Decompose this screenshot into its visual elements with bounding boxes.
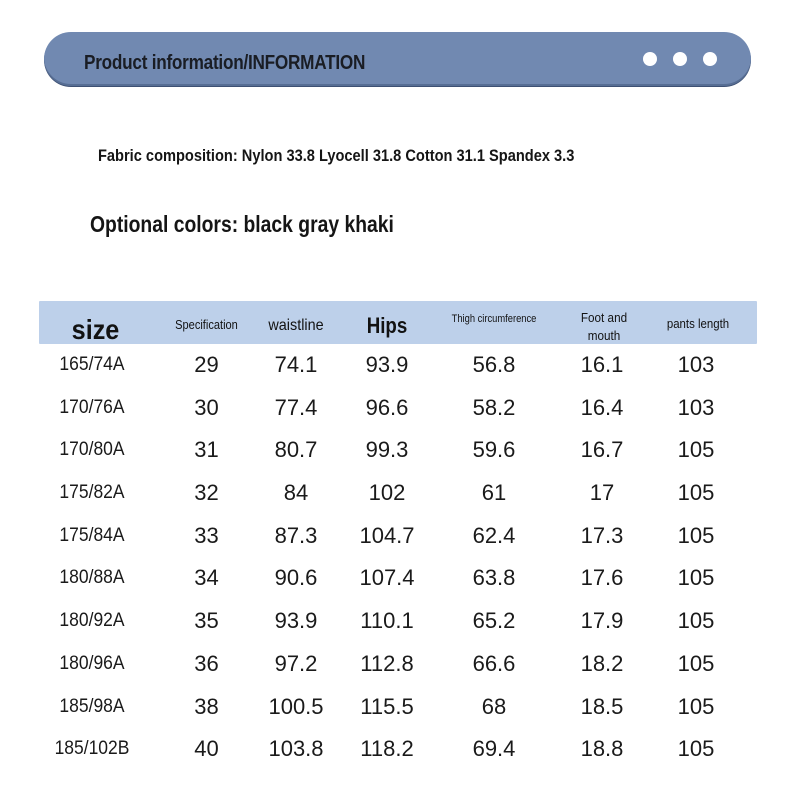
- cell-pants-length: 105: [677, 608, 715, 634]
- dot-icon: [643, 52, 657, 66]
- cell-size: 170/76A: [59, 396, 125, 418]
- header-specification: Specification: [175, 317, 238, 332]
- table-row: [39, 600, 757, 643]
- cell-pants-length: 105: [677, 650, 715, 676]
- size-table: [39, 301, 757, 771]
- cell-thigh: 58.2: [472, 394, 516, 420]
- cell-size: 175/84A: [59, 524, 125, 546]
- cell-pants-length: 105: [677, 437, 715, 463]
- cell-foot-mouth: 16.7: [580, 437, 624, 463]
- cell-hips: 96.6: [365, 394, 409, 420]
- cell-hips: 107.4: [359, 565, 415, 591]
- header-waistline: waistline: [268, 317, 324, 334]
- cell-hips: 112.8: [360, 650, 414, 676]
- cell-thigh: 56.8: [472, 352, 516, 377]
- table-row: [39, 557, 757, 600]
- fabric-composition: Fabric composition: Nylon 33.8 Lyocell 31.8 Cotton 31.1 Spandex 3.3: [98, 146, 575, 165]
- cell-pants-length: 105: [677, 693, 715, 719]
- cell-size: 180/96A: [59, 652, 125, 674]
- table-body: [39, 344, 757, 771]
- cell-size: 170/80A: [59, 439, 125, 461]
- cell-hips: 118.2: [360, 736, 414, 762]
- cell-waistline: 103.8: [268, 736, 324, 762]
- optional-colors: Optional colors: black gray khaki: [90, 211, 394, 237]
- cell-thigh: 62.4: [472, 522, 516, 548]
- cell-foot-mouth: 18.8: [580, 736, 624, 762]
- cell-foot-mouth: 18.2: [580, 650, 624, 676]
- table-header: [39, 301, 757, 344]
- header-hips: Hips: [366, 313, 408, 338]
- cell-hips: 93.9: [365, 352, 409, 377]
- cell-size: 185/102B: [54, 738, 130, 760]
- cell-waistline: 100.5: [268, 693, 324, 719]
- cell-hips: 115.5: [360, 693, 414, 719]
- cell-size: 180/88A: [59, 567, 125, 589]
- cell-waistline: 84: [283, 480, 309, 506]
- cell-size: 180/92A: [59, 610, 125, 632]
- cell-waistline: 80.7: [274, 437, 318, 463]
- cell-thigh: 61: [481, 480, 507, 506]
- cell-foot-mouth: 17.9: [580, 608, 624, 634]
- cell-specification: 35: [194, 608, 219, 634]
- cell-specification: 34: [194, 565, 219, 591]
- dot-icon: [703, 52, 717, 66]
- header-pants-length: pants length: [666, 316, 730, 331]
- cell-foot-mouth: 16.4: [580, 394, 624, 420]
- cell-size: 165/74A: [59, 354, 125, 375]
- table-row: [39, 387, 757, 430]
- cell-specification: 33: [194, 522, 219, 548]
- cell-size: 175/82A: [59, 482, 125, 504]
- cell-pants-length: 105: [677, 480, 715, 506]
- table-row: [39, 429, 757, 472]
- cell-specification: 30: [194, 394, 219, 420]
- cell-thigh: 65.2: [472, 608, 516, 634]
- info-banner: [44, 32, 751, 86]
- table-row: [39, 472, 757, 515]
- cell-hips: 102: [368, 480, 406, 506]
- cell-specification: 38: [194, 693, 219, 719]
- cell-foot-mouth: 17.6: [580, 565, 624, 591]
- cell-hips: 104.7: [359, 522, 415, 548]
- cell-pants-length: 105: [677, 736, 715, 762]
- cell-specification: 36: [194, 650, 219, 676]
- banner-title: Product information/INFORMATION: [84, 52, 366, 74]
- table-row: [39, 515, 757, 558]
- cell-specification: 32: [194, 480, 219, 506]
- cell-foot-mouth: 16.1: [580, 352, 624, 377]
- table-row: [39, 643, 757, 686]
- cell-thigh: 68: [481, 693, 507, 719]
- table-row: [39, 686, 757, 729]
- cell-pants-length: 103: [677, 394, 715, 420]
- banner-dots: [643, 52, 717, 66]
- cell-pants-length: 105: [677, 565, 715, 591]
- cell-waistline: 74.1: [274, 352, 318, 377]
- header-foot-mouth: Foot and mouth: [580, 310, 628, 343]
- header-thigh: Thigh circumference: [451, 313, 537, 325]
- cell-waistline: 93.9: [274, 608, 318, 634]
- header-size: size: [71, 314, 120, 345]
- cell-waistline: 97.2: [274, 650, 318, 676]
- table-row: [39, 344, 757, 387]
- dot-icon: [673, 52, 687, 66]
- cell-thigh: 66.6: [472, 650, 516, 676]
- cell-specification: 31: [194, 437, 219, 463]
- cell-pants-length: 105: [677, 522, 715, 548]
- cell-thigh: 69.4: [472, 736, 516, 762]
- cell-waistline: 77.4: [274, 394, 318, 420]
- cell-hips: 99.3: [365, 437, 409, 463]
- cell-foot-mouth: 17: [589, 480, 615, 506]
- cell-foot-mouth: 17.3: [580, 522, 624, 548]
- cell-thigh: 59.6: [472, 437, 516, 463]
- cell-foot-mouth: 18.5: [580, 693, 624, 719]
- cell-size: 185/98A: [59, 695, 125, 717]
- cell-pants-length: 103: [677, 352, 715, 377]
- cell-waistline: 87.3: [274, 522, 318, 548]
- cell-hips: 110.1: [360, 608, 414, 634]
- cell-waistline: 90.6: [274, 565, 318, 591]
- cell-thigh: 63.8: [472, 565, 516, 591]
- cell-specification: 29: [194, 352, 219, 377]
- table-row: [39, 728, 757, 771]
- cell-specification: 40: [194, 736, 219, 762]
